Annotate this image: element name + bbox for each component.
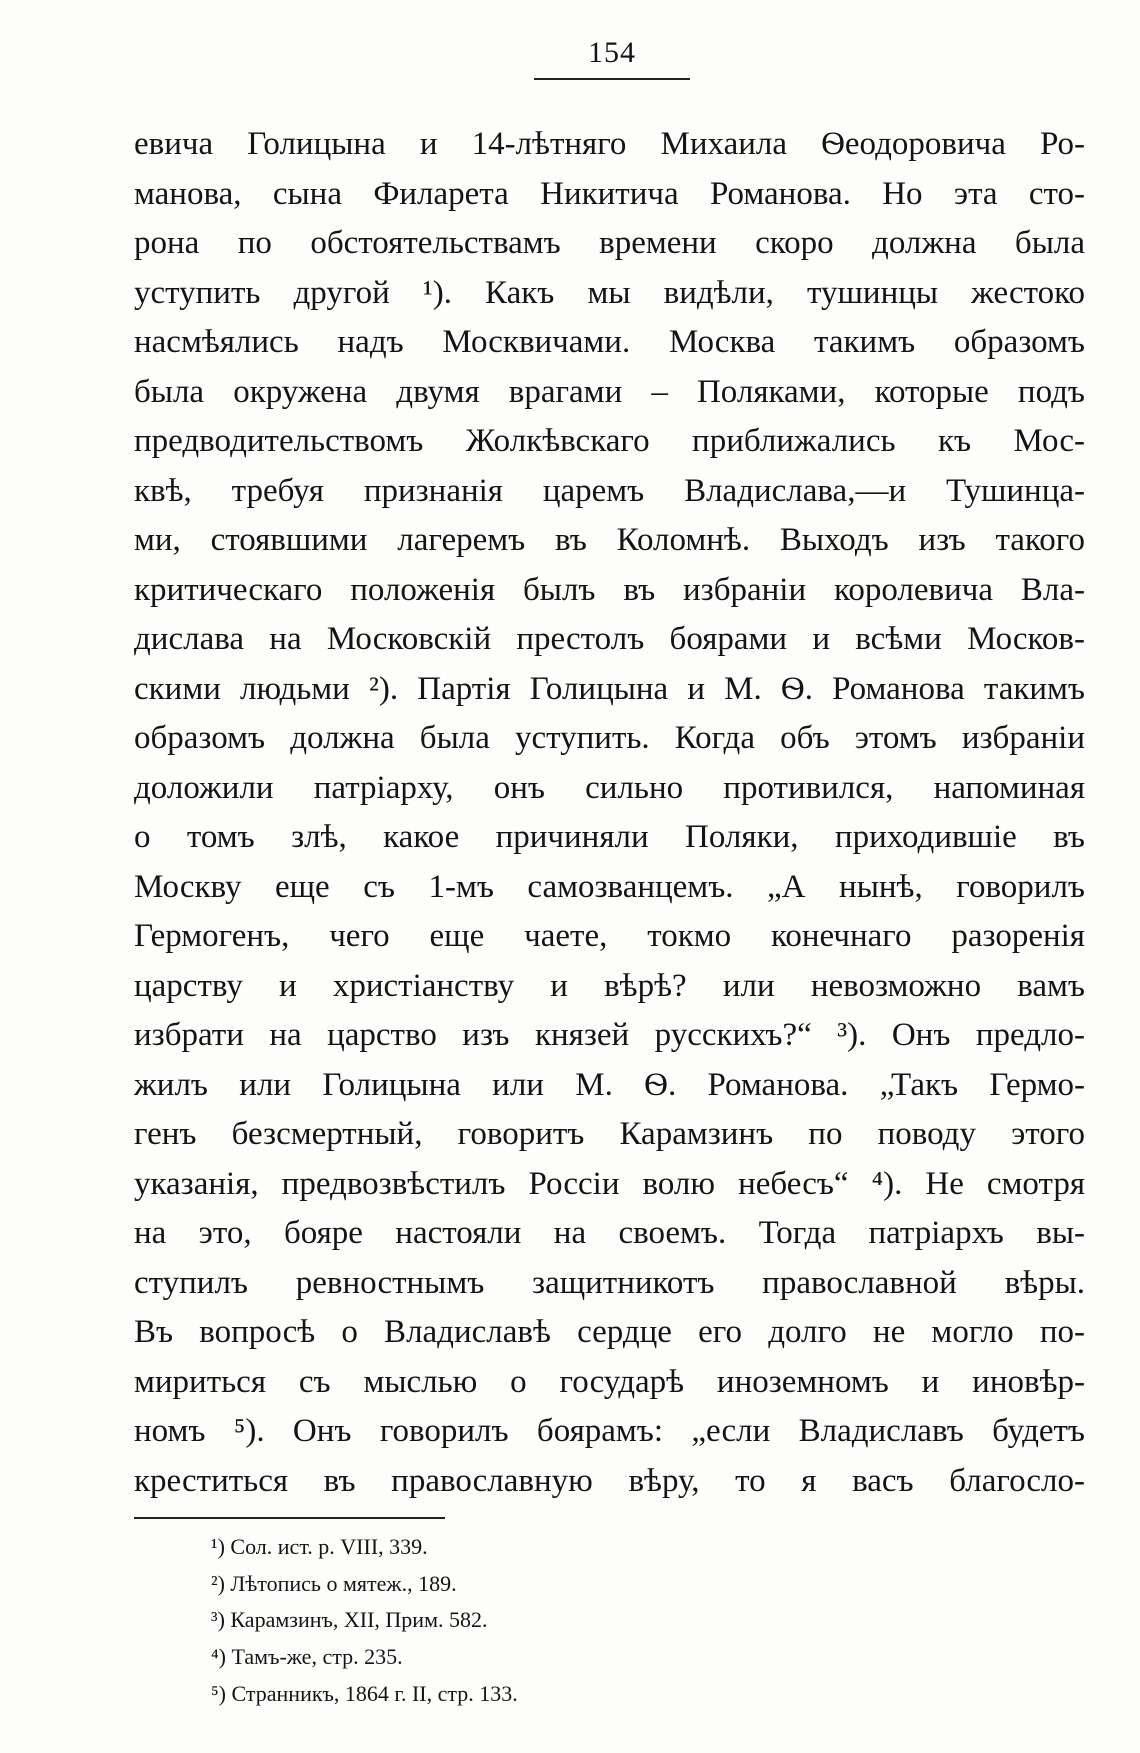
body-text-line: скими людьми ²). Партія Голицына и М. Ѳ. Романова такимъ xyxy=(134,670,1085,707)
body-text-line: доложили патріарху, онъ сильно противился, напоминая xyxy=(134,769,1085,806)
body-text-line: Гермогенъ, чего еще чаете, токмо конечнаго разоренія xyxy=(134,918,1085,954)
body-text-line: Москву еще съ 1-мъ самозванцемъ. „А нынѣ, говорилъ xyxy=(134,868,1085,905)
body-text-line: креститься въ православную вѣру, то я васъ благосло- xyxy=(134,1462,1085,1499)
body-text-line: генъ безсмертный, говоритъ Карамзинъ по поводу этого xyxy=(134,1116,1085,1152)
footnote: ⁵) Странникъ, 1864 г. II, стр. 133. xyxy=(211,1680,518,1706)
footnote: ²) Лѣтопись о мятеж., 189. xyxy=(211,1570,457,1596)
body-text-line: евича Голицына и 14-лѣтняго Михаила Ѳеодоровича Ро- xyxy=(134,126,1085,162)
footnote-separator xyxy=(134,1517,445,1519)
body-text-line: образомъ должна была уступить. Когда объ этомъ избраніи xyxy=(134,720,1085,756)
body-text-line: мириться съ мыслью о государѣ иноземномъ и иновѣр- xyxy=(134,1363,1085,1400)
body-text-line: о томъ злѣ, какое причиняли Поляки, приходившіе въ xyxy=(134,819,1085,855)
body-text-line: царству и христіанству и вѣрѣ? или невозможно вамъ xyxy=(134,967,1085,1004)
body-text-line: квѣ, требуя признанія царемъ Владислава,—и Тушинца- xyxy=(134,472,1085,509)
footnote: ⁴) Тамъ-же, стр. 235. xyxy=(211,1644,403,1670)
body-text-line: жилъ или Голицына или М. Ѳ. Романова. „Такъ Гермо- xyxy=(134,1066,1085,1103)
body-text-line: Въ вопросѣ о Владиславѣ сердце его долго не могло по- xyxy=(134,1314,1085,1350)
footnotes xyxy=(211,1529,911,1712)
body-text-line: уступить другой ¹). Какъ мы видѣли, тушинцы жестоко xyxy=(134,274,1085,311)
body-text-line: насмѣялись надъ Москвичами. Москва такимъ образомъ xyxy=(134,324,1085,360)
footnote: ¹) Сол. ист. р. VIII, 339. xyxy=(211,1534,428,1559)
body-text-line: на это, бояре настояли на своемъ. Тогда патріархъ вы- xyxy=(134,1215,1085,1251)
footnote: ³) Карамзинъ, XII, Прим. 582. xyxy=(211,1607,488,1633)
body-text xyxy=(134,120,1085,1506)
body-text-line: ми, стоявшими лагеремъ въ Коломнѣ. Выходъ изъ такого xyxy=(134,522,1085,558)
body-text-line: манова, сына Филарета Никитича Романова. Но эта сто- xyxy=(134,175,1085,212)
body-text-line: предводительствомъ Жолкѣвскаго приближались къ Мос- xyxy=(134,423,1085,459)
body-text-line: была окружена двумя врагами – Поляками, которые подъ xyxy=(134,373,1085,410)
page-number: 154 xyxy=(588,36,636,69)
body-text-line: рона по обстоятельствамъ времени скоро должна была xyxy=(134,225,1085,261)
page-number-underline xyxy=(534,78,690,80)
body-text-line: номъ ⁵). Онъ говорилъ боярамъ: „если Владиславъ будетъ xyxy=(134,1413,1085,1449)
body-text-line: критическаго положенія былъ въ избраніи королевича Вла- xyxy=(134,571,1085,608)
body-text-line: ступилъ ревностнымъ защитникотъ православной вѣры. xyxy=(134,1264,1085,1301)
body-text-line: дислава на Московскій престолъ боярами и всѣми Москов- xyxy=(134,621,1085,657)
body-text-line: избрати на царство изъ князей русскихъ?“ ³). Онъ предло- xyxy=(134,1017,1085,1053)
body-text-line: указанія, предвозвѣстилъ Россіи волю небесъ“ ⁴). Не смотря xyxy=(134,1165,1085,1202)
